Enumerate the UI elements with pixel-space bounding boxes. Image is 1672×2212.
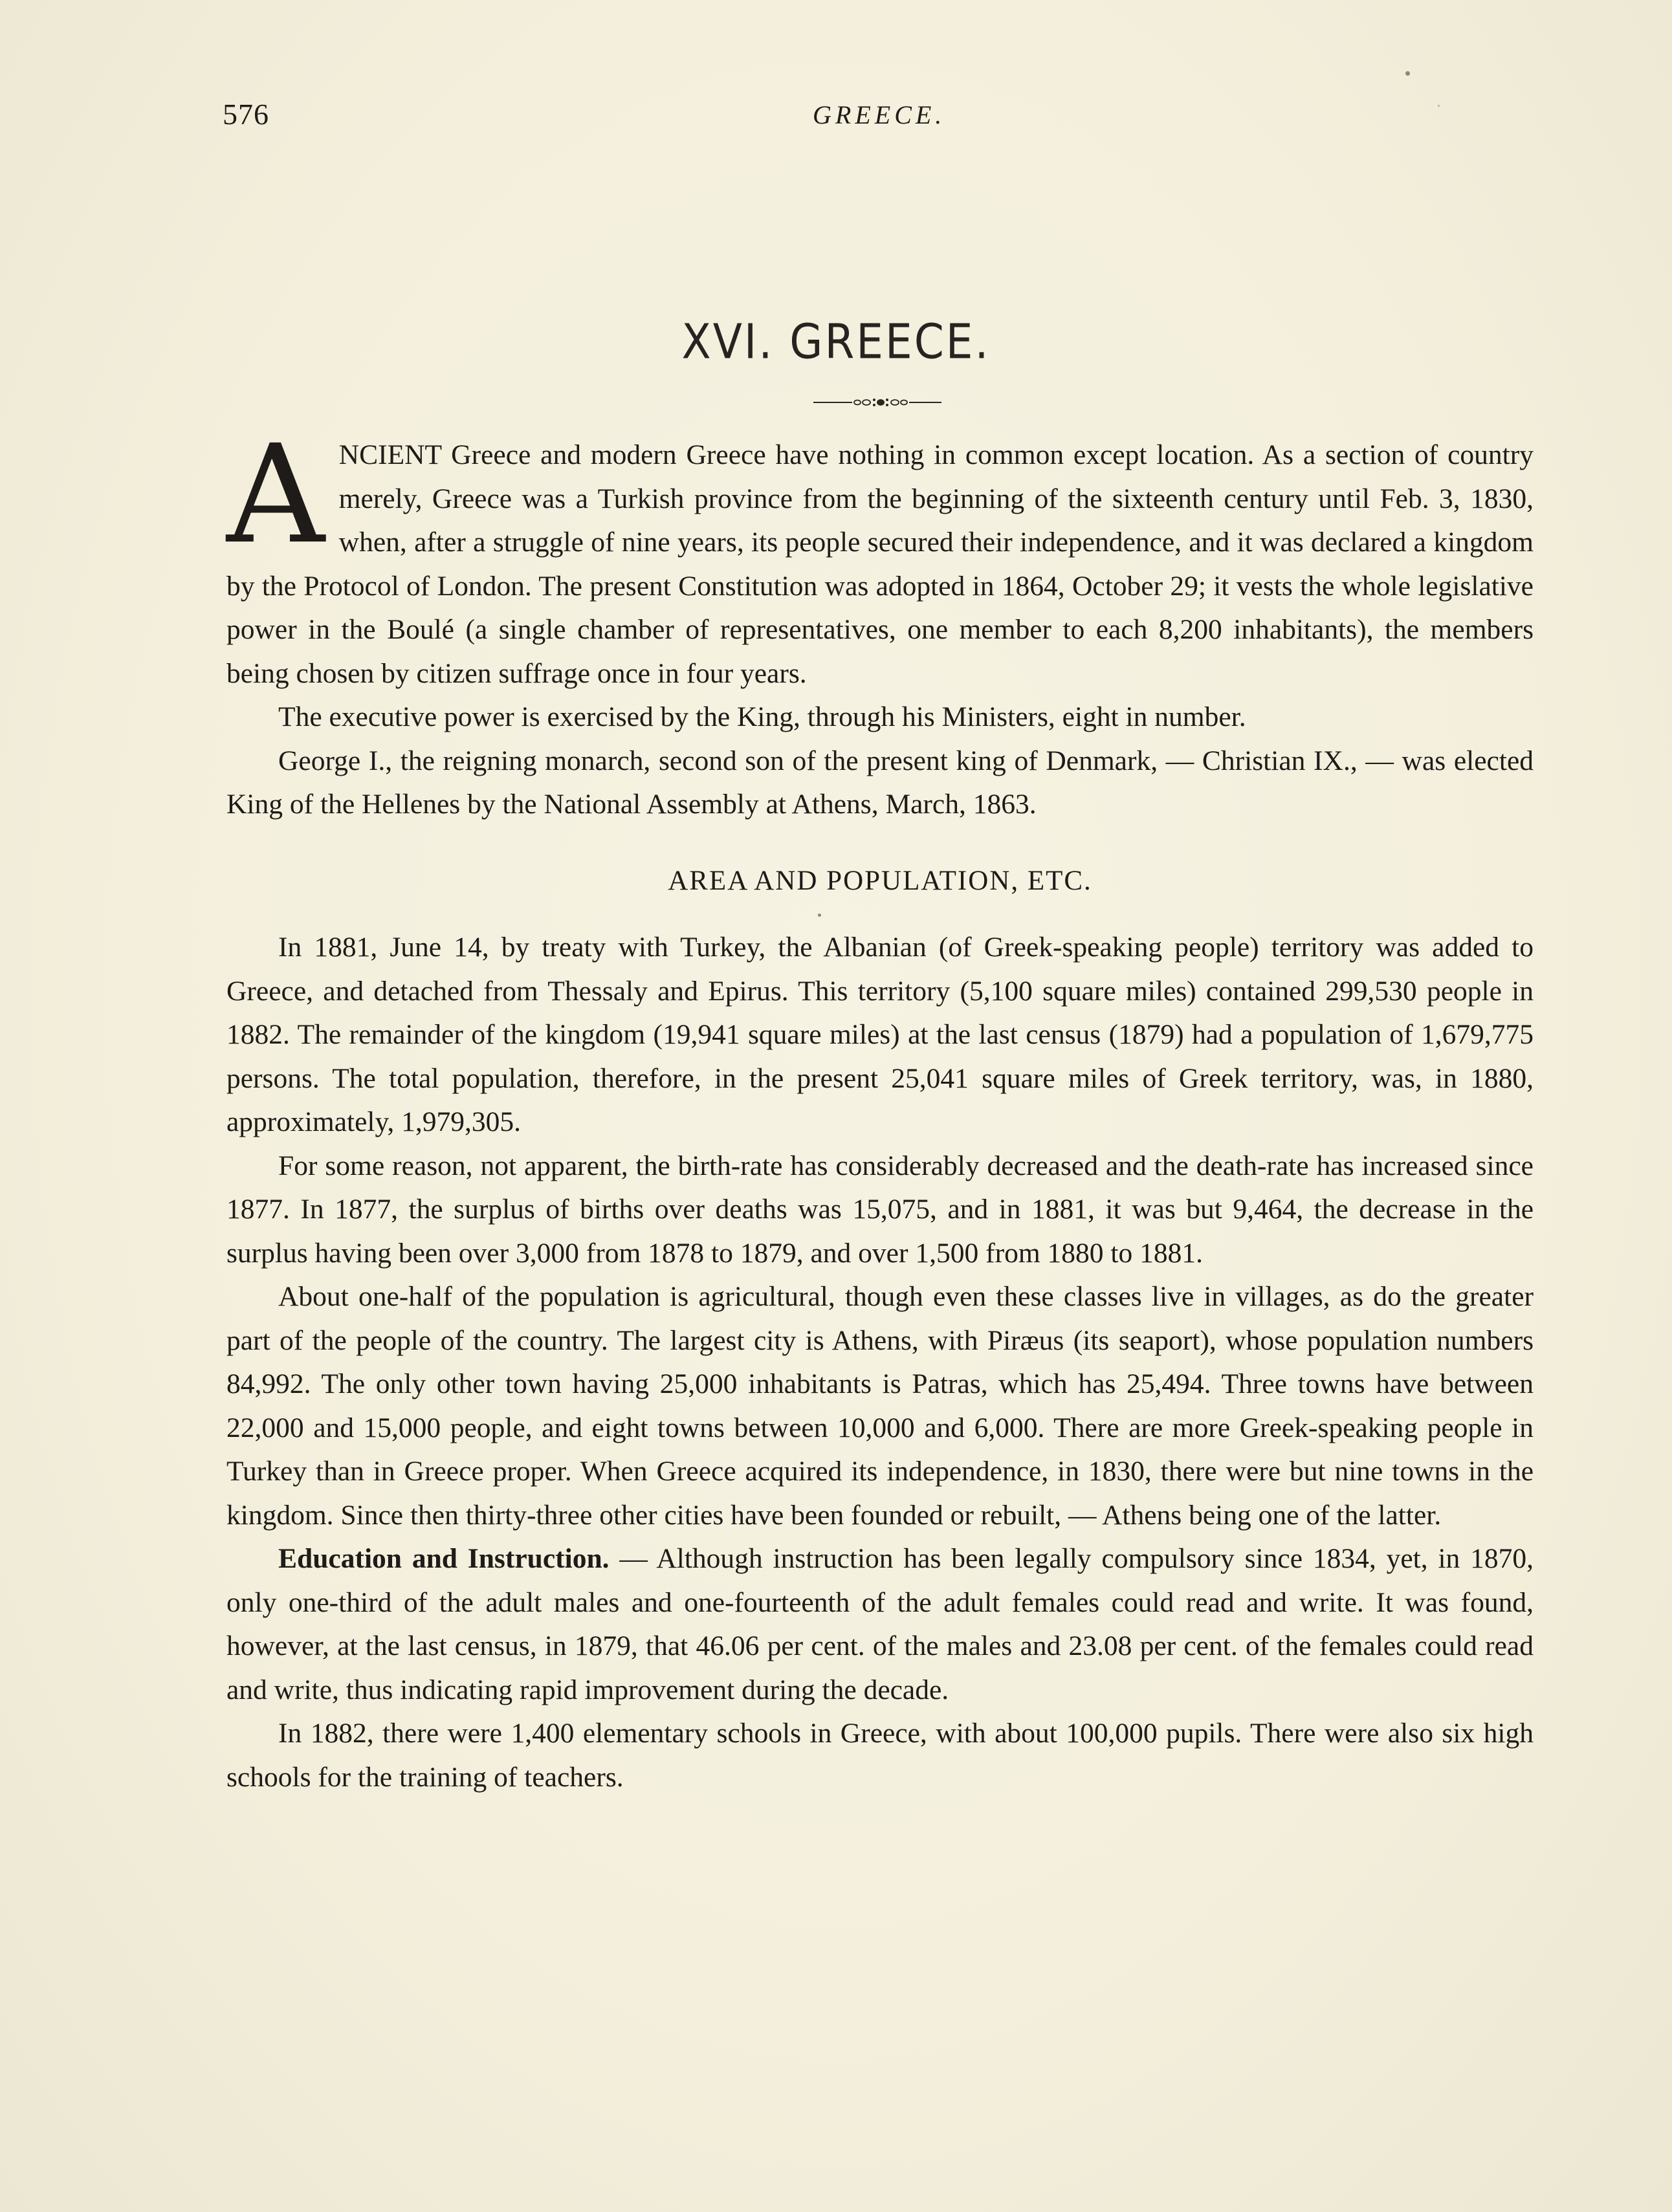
paper-speck (1405, 71, 1410, 76)
intro-paragraph-1-text: NCIENT Greece and modern Greece have nothing in common except location. As a section of country merely, Greece was a Turkish province from the beginning of the sixteenth century until Feb. 3, 1830, when, after a struggle of nine years, its people secured their independence, and it was declared a kingdom by the Protocol of London. The present Constitution was adopted in 1864, October 29; it vests the whole legislative power in the Boulé (a single chamber of representatives, one member to each 8,200 inhabitants), the members being chosen by citizen suffrage once in four years. (226, 439, 1534, 689)
page-number: 576 (223, 98, 269, 131)
run-in-heading: Education and Instruction. (278, 1543, 610, 1574)
intro-paragraph-2: The executive power is exercised by the King, through his Ministers, eight in number. (278, 701, 1246, 732)
section-paragraph-5: In 1882, there were 1,400 elementary schools in Greece, with about 100,000 pupils. There were also six high schools for the training of teachers. (226, 1718, 1534, 1793)
section-paragraph-4 (226, 1537, 1534, 1712)
paper-speck (1438, 105, 1440, 107)
intro-paragraph-3: George I., the reigning monarch, second son of the present king of Denmark, — Christian IX., — was elected King of the Hellenes by the National Assembly at Athens, March, 1863. (226, 745, 1534, 820)
section-paragraph-2: For some reason, not apparent, the birth-rate has considerably decreased and the death-rate has increased since 1877. In 1877, the surplus of births over deaths was 15,075, and in 1881, it was but 9,464, the decrease in the surplus having been over 3,000 from 1878 to 1879, and over 1,500 from 1880 to 1881. (226, 1150, 1534, 1269)
running-title: GREECE. (813, 100, 946, 129)
section-heading: AREA AND POPULATION, ETC. (668, 865, 1092, 896)
drop-cap: A (226, 415, 325, 574)
running-head (223, 97, 1543, 142)
paper-speck (818, 914, 821, 917)
chapter-title: XVI. GREECE. (681, 314, 991, 370)
section-paragraph-1: In 1881, June 14, by treaty with Turkey, the Albanian (of Greek-speaking people) territory was added to Greece, and detached from Thessaly and Epirus. This territory (5,100 square miles) contained 299,530 people in 1882. The remainder of the kingdom (19,941 square miles) at the last census (1879) had a population of 1,679,775 persons. The total population, therefore, in the present 25,041 square miles of Greek territory, was, in 1880, approximately, 1,979,305. (226, 932, 1534, 1137)
body-text (226, 415, 1534, 1799)
section-paragraph-4-text: — Although instruction has been legally compulsory since 1834, yet, in 1870, only one-third of the adult males and one-fourteenth of the adult females could read and write. It was found, however, at the last census, in 1879, that 46.06 per cent. of the males and 23.08 per cent. of the females could read and write, thus indicating rapid improvement during the decade. (226, 1543, 1534, 1705)
intro-paragraph-1 (226, 415, 1534, 695)
section-paragraph-3: About one-half of the population is agricultural, though even these classes live in villages, as do the greater part of the people of the country. The largest city is Athens, with Piræus (its seaport), whose population numbers 84,992. The only other town having 25,000 inhabitants is Patras, which has 25,494. Three towns have between 22,000 and 15,000 people, and eight towns between 10,000 and 6,000. There are more Greek-speaking people in Turkey than in Greece proper. When Greece acquired its independence, in 1830, there were but nine towns in the kingdom. Since then thirty-three other cities have been founded or rebuilt, — Athens being one of the latter. (226, 1281, 1534, 1531)
title-ornament (813, 396, 941, 409)
